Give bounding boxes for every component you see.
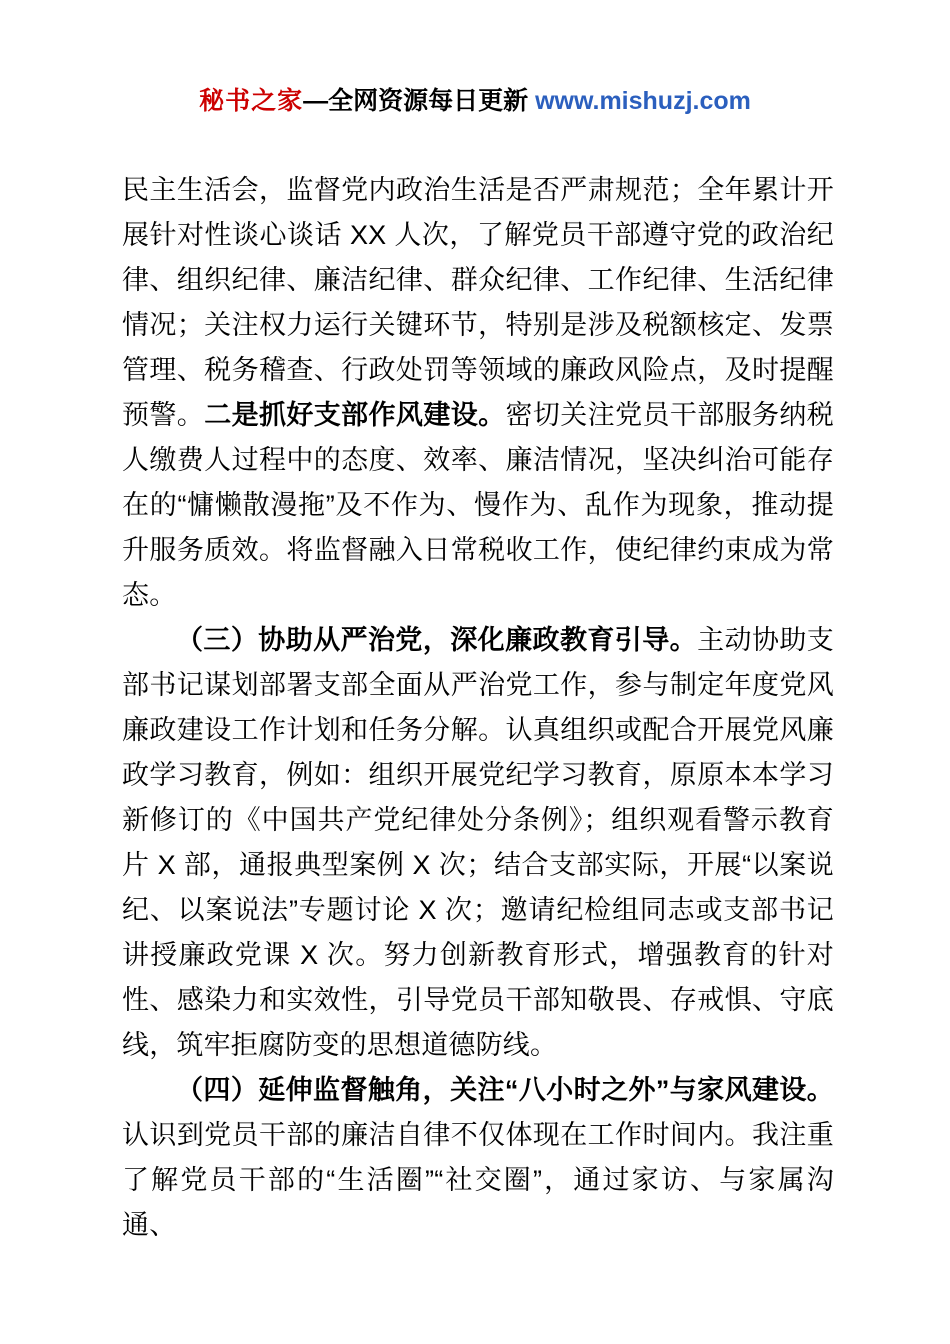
paragraph: [122, 1068, 834, 1248]
paragraph: [122, 168, 834, 618]
paragraph: [122, 618, 834, 1068]
site-brand: 秘书之家: [199, 87, 304, 115]
paragraph-text-run: 民主生活会，监督党内政治生活是否严肃规范；全年累计开展针对性谈心谈话 XX 人次，了解党员干部遵守党的政治纪律、组织纪律、廉洁纪律、群众纪律、工作纪律、生活纪律情况；关注权力运行关键环节，特别是涉及税额核定、发票管理、税务稽查、行政处罚等领域的廉政风险点，及时提醒预警。: [122, 175, 834, 430]
paragraph-heading-run: 二是抓好支部作风建设。: [204, 400, 506, 430]
site-url-link[interactable]: www.mishuzj.com: [535, 87, 751, 115]
paragraph-text-run: 密切关注党员干部服务纳税人缴费人过程中的态度、效率、廉洁情况，坚决纠治可能存在的“慵懒散漫拖”及不作为、慢作为、乱作为现象，推动提升服务质效。将监督融入日常税收工作，使纪律约束成为常态。: [122, 400, 835, 610]
paragraph-text-run: 认识到党员干部的廉洁自律不仅体现在工作时间内。我注重了解党员干部的“生活圈”“社交圈”，通过家访、与家属沟通、: [122, 1120, 834, 1240]
paragraph-text-run: 主动协助支部书记谋划部署支部全面从严治党工作，参与制定年度党风廉政建设工作计划和任务分解。认真组织或配合开展党风廉政学习教育，例如：组织开展党纪学习教育，原原本本学习新修订的《中国共产党纪律处分条例》；组织观看警示教育片 X 部，通报典型案例 X 次；结合支部实际，开展“以案说纪、以案说法”专题讨论 X 次；邀请纪检组同志或支部书记讲授廉政党课 X 次。努力创新教育形式，增强教育的针对性、感染力和实效性，引导党员干部知敬畏、存戒惧、守底线，筑牢拒腐防变的思想道德防线。: [122, 625, 834, 1060]
paragraph-heading-run: （四）延伸监督触角，关注“八小时之外”与家风建设。: [176, 1075, 834, 1105]
site-header: [0, 86, 950, 116]
document-body: [122, 168, 834, 1248]
paragraph-heading-run: （三）协助从严治党，深化廉政教育引导。: [176, 625, 698, 655]
site-tagline: —全网资源每日更新: [303, 87, 529, 115]
